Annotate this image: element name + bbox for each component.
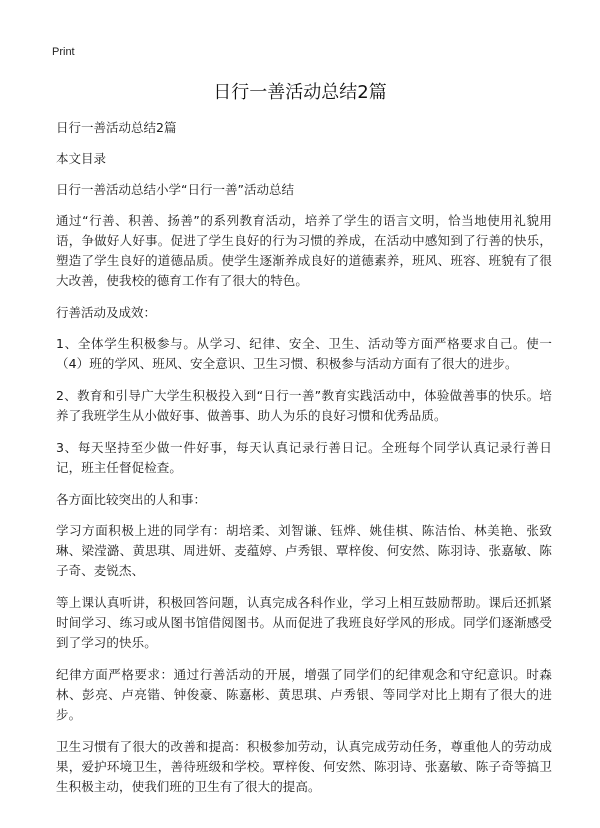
subtitle-line: 日行一善活动总结2篇: [56, 120, 177, 135]
paragraph-item-2: 2、教育和引导广大学生积极投入到“日行一善”教育实践活动中，体验做善事的快乐。培养了我班学生从小做好事、做善事、助人为乐的良好习惯和优秀品质。: [56, 388, 552, 423]
paragraph-study-details: 等上课认真听讲，积极回答问题，认真完成各科作业，学习上相互鼓励帮助。课后还抓紧时间学习、练习或从图书馆借阅图书。从而促进了我班良好学风的形成。同学们逐渐感受到了学习的快乐。: [56, 595, 552, 650]
paragraph-item-1: 1、全体学生积极参与。从学习、纪律、安全、卫生、活动等方面严格要求自己。使一（4）班的学风、班风、安全意识、卫生习惯、积极参与活动方面有了很大的进步。: [56, 336, 552, 371]
document-body: [56, 118, 552, 809]
toc-heading: 本文目录: [56, 151, 107, 166]
intro-paragraph: 通过“行善、积善、扬善”的系列教育活动，培养了学生的语言文明，恰当地使用礼貌用语，争做好人好事。促进了学生良好的行为习惯的养成，在活动中感知到了行善的快乐，塑造了学生良好的道德品质。使学生逐渐养成良好的道德素养，班风、班容、班貌有了很大改善，使我校的德育工作有了很大的特色。: [56, 213, 552, 288]
paragraph-discipline: 纪律方面严格要求：通过行善活动的开展，增强了同学们的纪律观念和守纪意识。时森林、彭亮、卢亮锴、钟俊豪、陈嘉彬、黄思琪、卢秀银、等同学对比上期有了很大的进步。: [56, 667, 552, 722]
page-title: 日行一善活动总结2篇: [213, 82, 387, 103]
print-link[interactable]: Print: [52, 46, 75, 58]
section-heading-activities: 行善活动及成效：: [56, 305, 157, 320]
section-heading-highlights: 各方面比较突出的人和事：: [56, 492, 207, 507]
paragraph-study-names: 学习方面积极上进的同学有：胡培柔、刘智谦、钰烨、姚佳棋、陈洁怡、林美艳、张致琳、梁滢潞、黄思琪、周进妍、麦蕴婷、卢秀银、覃梓俊、何安然、陈羽诗、张嘉敏、陈子奇、麦锐杰、: [56, 523, 552, 578]
toc-entry: 日行一善活动总结小学“日行一善”活动总结: [56, 182, 294, 197]
paragraph-hygiene: 卫生习惯有了很大的改善和提高：积极参加劳动，认真完成劳动任务，尊重他人的劳动成果，爱护环境卫生，善待班级和学校。覃梓俊、何安然、陈羽诗、张嘉敏、陈子奇等搞卫生积极主动，使我们班的卫生有了很大的提高。: [56, 739, 552, 794]
paragraph-item-3: 3、每天坚持至少做一件好事，每天认真记录行善日记。全班每个同学认真记录行善日记，班主任督促检查。: [56, 440, 552, 475]
